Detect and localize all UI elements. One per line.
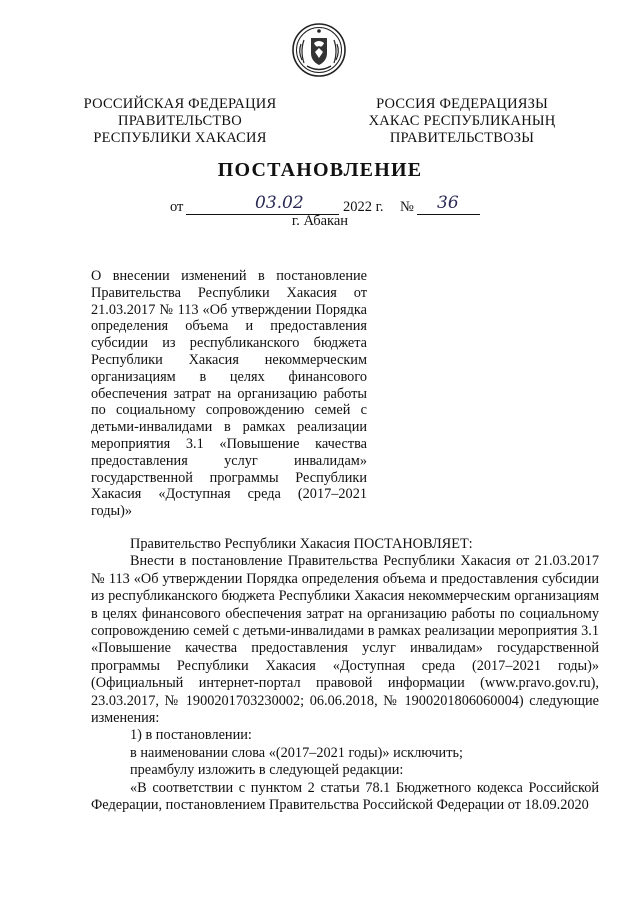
date-year: 2022 г. — [343, 199, 384, 215]
header-right-line: ХАКАС РЕСПУБЛИКАНЫҢ — [368, 113, 556, 129]
body-paragraph: 1) в постановлении: — [130, 727, 252, 744]
header-left-line: РЕСПУБЛИКИ ХАКАСИЯ — [93, 130, 267, 146]
document-subject: О внесении изменений в постановление Правительства Республики Хакасия от 21.03.2017 № 113 «Об утверждении Порядка определения объема и предоставления субсидии из республиканского бюджета Республики Хакасия некоммерческим организациям в целях финансового обеспечения затрат на организацию работы по социальному сопровождению семей с детьми-инвалидами в рамках реализации мероприятия 3.1 «Повышение качества предоставления услуг инвалидам» государственной программы Республики Хакасия «Доступная среда (2017–2021 годы)» — [91, 268, 367, 520]
handwritten-date: 03.02 — [255, 193, 304, 213]
date-prefix: от — [170, 199, 184, 215]
number-sign: № — [400, 199, 414, 215]
document-title: ПОСТАНОВЛЕНИЕ — [217, 159, 423, 181]
body-paragraph: Правительство Республики Хакасия ПОСТАНОВЛЯЕТ: — [130, 536, 473, 552]
header-right-line: РОССИЯ ФЕДЕРАЦИЯЗЫ — [376, 96, 548, 112]
header-right-khakas — [362, 96, 562, 147]
handwritten-number: 36 — [437, 193, 459, 213]
header-left-line: РОССИЙСКАЯ ФЕДЕРАЦИЯ — [83, 96, 277, 112]
header-right-line: ПРАВИТЕЛЬСТВОЗЫ — [389, 130, 535, 146]
body-paragraph: в наименовании слова «(2017–2021 годы)» исключить; — [130, 744, 463, 761]
city: г. Абакан — [291, 213, 349, 229]
header-left-ru — [82, 96, 278, 147]
document-body — [91, 536, 599, 815]
header-left-line: ПРАВИТЕЛЬСТВО — [118, 113, 242, 129]
body-paragraph: преамбулу изложить в следующей редакции: — [130, 762, 404, 779]
republic-coat-of-arms-icon — [291, 22, 347, 78]
body-paragraph: «В соответствии с пунктом 2 статьи 78.1 Бюджетного кодекса Российской Федерации, постановлением Правительства Российской Федерации от 18.09.2020 — [91, 779, 599, 814]
body-paragraph: Внести в постановление Правительства Республики Хакасия от 21.03.2017 № 113 «Об утверждении Порядка определения объема и предоставления субсидии из республиканского бюджета Республики Хакасия некоммерческим организациям в целях финансового обеспечения затрат на организацию работы по социальному сопровождению семей с детьми-инвалидами в рамках реализации мероприятия 3.1 «Повышение качества предоставления услуг инвалидам» государственной программы Республики Хакасия «Доступная среда (2017–2021 годы)» (Официальный интернет-портал правовой информации (www.pravo.gov.ru), 23.03.2017, № 1900201703230002; 06.06.2018, № 1900201806060004) следующие изменения: — [91, 553, 599, 727]
